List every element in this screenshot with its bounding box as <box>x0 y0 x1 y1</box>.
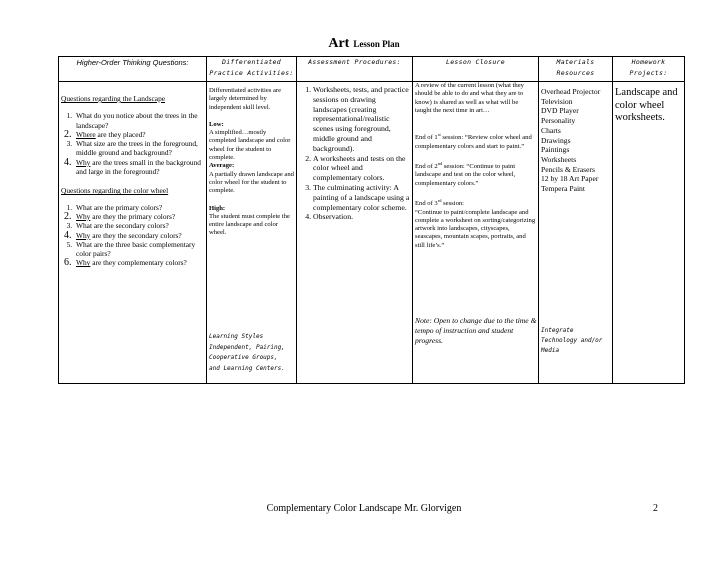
color-questions-list <box>61 203 204 268</box>
list-item: Pencils & Erasers <box>541 164 595 174</box>
lesson-plan-table <box>58 56 685 384</box>
closure-session-2: End of 2nd session: “Continue to paint landscape and test on the color wheel, complementary colors.” <box>415 160 516 187</box>
title-main: Art <box>328 36 350 51</box>
list-item: Charts <box>541 125 561 135</box>
list-item: Tempera Paint <box>541 184 585 194</box>
closure-session-3-detail: “Continue to paint/complete landscape and complete a worksheet on sorting/categorizing artwork into landscapes, cityscapes, seascapes, mountain scapes, portraits, and still life’s.” <box>415 208 536 249</box>
list-item: 4. Why are the trees small in the background and large in the foreground? <box>74 158 204 177</box>
activities-intro: Differentiated activities are largely determined by independent skill level. <box>209 87 282 111</box>
list-item: Overhead Projector <box>541 87 601 96</box>
list-item: 2. Where are they placed? <box>74 130 204 139</box>
landscape-questions-heading: Questions regarding the Landscape <box>61 94 166 103</box>
title-sub: Lesson Plan <box>353 39 400 49</box>
materials-list <box>541 87 610 194</box>
homework-cell <box>613 82 685 384</box>
questions-cell <box>59 82 207 384</box>
list-item: 3. What size are the trees in the foreground, middle ground and background? <box>74 139 204 158</box>
list-item: DVD Player <box>541 106 579 116</box>
low-label: Low: <box>209 120 224 128</box>
homework-text: Landscape and color wheel worksheets. <box>615 87 678 123</box>
header-questions: Higher-Order Thinking Questions: <box>59 57 207 82</box>
list-item: 3. The culminating activity: A painting of a landscape using a complementary color scheme. <box>313 183 410 212</box>
list-item: 12 by 18 Art Paper <box>541 174 599 184</box>
list-item: Paintings <box>541 145 570 155</box>
color-questions-heading: Questions regarding the color wheel <box>61 186 169 196</box>
low-text: A simplified…mostly completed landscape and color wheel for the student to complete. <box>209 129 291 162</box>
list-item: 1. Worksheets, tests, and practice sessions on drawing landscapes (creating representational/realistic scenes using foreground, middle ground and background). <box>313 85 410 154</box>
assessment-list <box>299 85 410 222</box>
footer-title: Complementary Color Landscape Mr. Glorvigen <box>266 503 462 514</box>
header-closure: Lesson Closure <box>413 57 539 82</box>
list-item: 3. What are the secondary colors? <box>74 221 204 230</box>
assessment-cell <box>297 82 413 384</box>
list-item: Television <box>541 96 573 106</box>
high-text: The student must complete the entire landscape and color wheel. <box>209 212 290 237</box>
closure-session-1: End of 1st session: “Review color wheel and complementary colors and start to paint.” <box>415 132 532 150</box>
average-text: A partially drawn landscape and color wheel for the student to complete. <box>209 170 294 195</box>
lesson-plan-title <box>0 34 728 52</box>
list-item: 2. Why are they the primary colors? <box>74 212 204 221</box>
header-homework: Homework Projects: <box>613 57 685 82</box>
list-item: 4. Observation. <box>313 212 410 222</box>
closure-intro: A review of the current lesson (what they should be able to do and what they are to know) is shared as well as what will be taught the next time in art… <box>415 82 524 114</box>
content-row <box>59 82 685 384</box>
header-assessment: Assessment Procedures: <box>297 57 413 82</box>
high-label: High: <box>209 204 226 212</box>
page-number: 2 <box>653 503 658 514</box>
closure-session-3: End of 3rd session: <box>415 198 464 208</box>
list-item: 6. Why are they complementary colors? <box>74 258 204 267</box>
activities-cell <box>207 82 297 384</box>
header-row <box>59 57 685 82</box>
list-item: Drawings <box>541 135 571 145</box>
list-item: 5. What are the three basic complementary color pairs? <box>74 240 204 259</box>
closure-cell <box>413 82 539 384</box>
average-label: Average: <box>209 162 235 170</box>
list-item: Worksheets <box>541 154 577 164</box>
materials-cell <box>539 82 613 384</box>
list-item: 2. A worksheets and tests on the color wheel and complementary colors. <box>313 154 410 183</box>
integrate-technology: Integrate Technology and/or Media <box>541 327 603 354</box>
list-item: 1. What are the primary colors? <box>74 203 204 212</box>
learning-styles: Learning Styles Independent, Pairing, Cooperative Groups, and Learning Centers. <box>209 333 285 372</box>
landscape-questions-list <box>61 111 204 176</box>
header-activities: Differentiated Practice Activities: <box>207 57 297 82</box>
list-item: 4. Why are they the secondary colors? <box>74 231 204 240</box>
list-item: 1. What do you notice about the trees in the landscape? <box>74 111 204 130</box>
header-materials: Materials Resources <box>539 57 613 82</box>
closure-note: Note: Open to change due to the time & tempo of instruction and student progress. <box>415 316 537 345</box>
list-item: Personality <box>541 116 576 126</box>
